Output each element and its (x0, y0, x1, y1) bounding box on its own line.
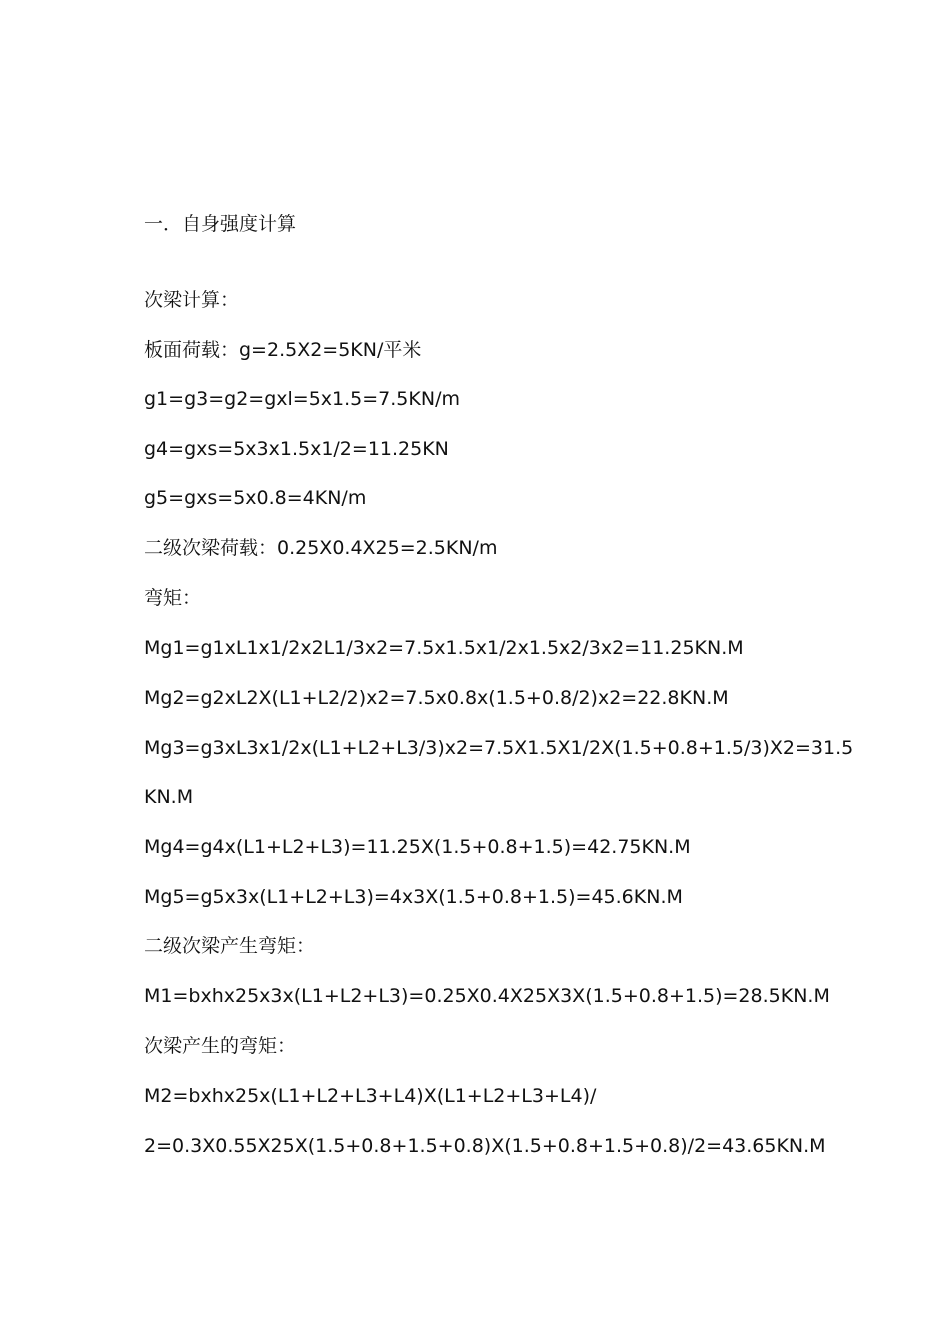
formula-line: Mg3=g3xL3x1/2x(L1+L2+L3/3)x2=7.5X1.5X1/2X(1.5+0.8+1.5/3)X2=31.5 (144, 737, 854, 759)
subheading-moment: 弯矩： (144, 587, 202, 609)
subheading-beam-moment: 次梁产生的弯矩： (144, 1035, 297, 1057)
text-line: g1=g3=g2=gxl=5x1.5=7.5KN/m (144, 388, 460, 410)
subheading-secondary-moment: 二级次梁产生弯矩： (144, 935, 316, 957)
formula-line: Mg4=g4x(L1+L2+L3)=11.25X(1.5+0.8+1.5)=42.75KN.M (144, 836, 691, 858)
formula-line: Mg1=g1xL1x1/2x2L1/3x2=7.5x1.5x1/2x1.5x2/3x2=11.25KN.M (144, 637, 744, 659)
formula-line: 2=0.3X0.55X25X(1.5+0.8+1.5+0.8)X(1.5+0.8+1.5+0.8)/2=43.65KN.M (144, 1135, 826, 1157)
text-line: g4=gxs=5x3x1.5x1/2=11.25KN (144, 438, 449, 460)
text-line: g5=gxs=5x0.8=4KN/m (144, 487, 367, 509)
formula-line: M2=bxhx25x(L1+L2+L3+L4)X(L1+L2+L3+L4)/ (144, 1085, 597, 1107)
text-line: 二级次梁荷载：0.25X0.4X25=2.5KN/m (144, 537, 498, 559)
formula-line: M1=bxhx25x3x(L1+L2+L3)=0.25X0.4X25X3X(1.5+0.8+1.5)=28.5KN.M (144, 985, 830, 1007)
text-line: 板面荷载：g=2.5X2=5KN/平米 (144, 339, 422, 361)
formula-line: Mg5=g5x3x(L1+L2+L3)=4x3X(1.5+0.8+1.5)=45.6KN.M (144, 886, 683, 908)
formula-line: Mg2=g2xL2X(L1+L2/2)x2=7.5x0.8x(1.5+0.8/2)x2=22.8KN.M (144, 687, 729, 709)
subheading-secondary-beam: 次梁计算： (144, 289, 240, 311)
section-heading: 一．自身强度计算 (144, 213, 297, 235)
formula-line: KN.M (144, 786, 194, 808)
